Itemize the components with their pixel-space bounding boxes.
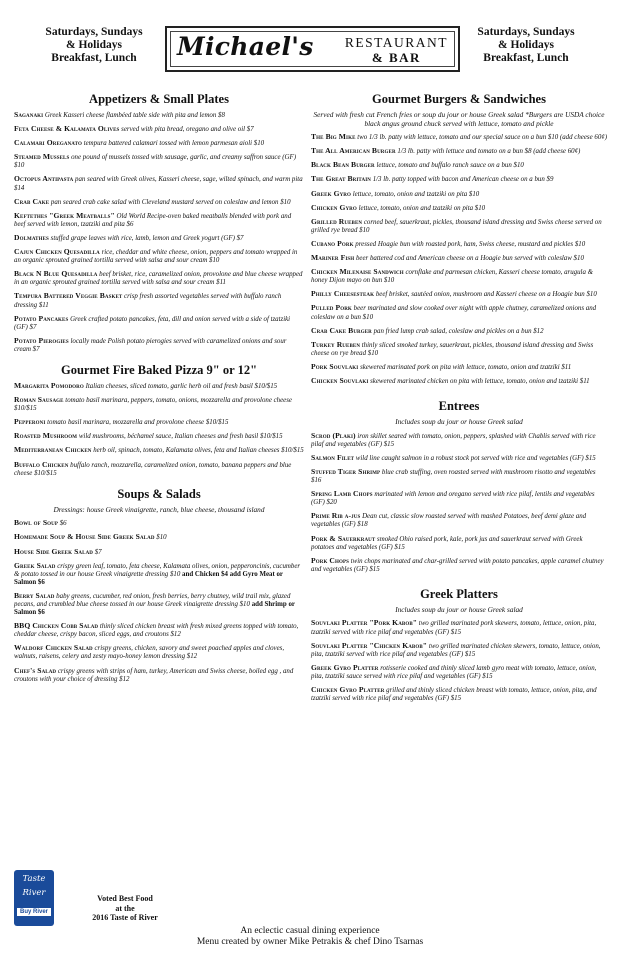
menu-item-description: two grilled marinated chicken skewers, tomato, lettuce, onion, pita, tzatziki served with rice pilaf and vegetables (GF) $15 xyxy=(311,642,601,658)
menu-item-description: lettuce, tomato, onion and tzatziki on pita $10 xyxy=(356,204,486,212)
menu-item-description: $7 xyxy=(93,548,102,556)
pizza-list xyxy=(14,382,304,478)
menu-item-name: Roman Sausage xyxy=(14,395,64,405)
menu-item-description: crispy greens with strips of ham, turkey, American and Swiss cheese, boiled egg , and croutons with your choice of dressing $12 xyxy=(14,667,294,683)
voted-line: at the xyxy=(115,903,135,913)
menu-item-name: Black N Blue Quesadilla xyxy=(14,269,98,279)
menu-item-name: Chef's Salad xyxy=(14,665,57,675)
menu-item-description: served with pita bread, oregano and olive oil $7 xyxy=(119,126,254,134)
right-column xyxy=(311,92,607,708)
menu-item-name: Greek Gyro xyxy=(311,188,351,198)
menu-item-description: one pound of mussels tossed with sausage, garlic, and creamy saffron sauce (GF) $10 xyxy=(14,154,297,170)
menu-item-description: smoked Ohio raised pork, kale, pork jus and sauerkraut served with Greek potatoes and vegetables (GF) $15 xyxy=(311,535,583,551)
menu-item xyxy=(311,341,607,358)
menu-item xyxy=(14,667,304,684)
menu-item-description: marinated with lemon and oregano served with rice pilaf, lentils and vegetables (GF) $20 xyxy=(311,491,595,507)
menu-item-description: Dean cut, classic slow roasted served with mashed Potatoes, beef demi glaze and vegetables (GF) $18 xyxy=(311,513,587,529)
menu-item-name: Pork Souvlaki xyxy=(311,361,359,371)
menu-item-name: Dolmathes xyxy=(14,232,49,242)
menu-item-description: tomato basil marinara, mozzarella and provolone cheese $10/$15 xyxy=(45,419,229,427)
menu-item-description: tempura battered calamari tossed with lemon parmesan aioli $10 xyxy=(81,140,265,148)
menu-item xyxy=(14,292,304,309)
menu-item-name: House Side Greek Salad xyxy=(14,546,93,556)
menu-item xyxy=(311,268,607,285)
menu-item-description: corned beef, sauerkraut, pickles, thousand island dressing and Swiss cheese served on grilled rye bread $10 xyxy=(311,218,602,234)
menu-item xyxy=(14,212,304,229)
hours-line: & Holidays xyxy=(66,39,122,51)
menu-item xyxy=(311,468,607,485)
menu-item-description: two grilled marinated pork skewers, tomato, lettuce, onion, pita, tzatziki served with rice pilaf and vegetables (GF) $15 xyxy=(311,620,597,636)
footer-credits: Menu created by owner Mike Petrakis & chef Dino Tsarnas xyxy=(196,937,424,947)
menu-item-name: Scrod (Plaki) xyxy=(311,430,356,440)
menu-item-name: Souvlaki Platter "Chicken Kabob" xyxy=(311,640,428,650)
menu-item-name: Grilled Rueben xyxy=(311,216,363,226)
hours-line: Saturdays, Sundays xyxy=(477,26,575,38)
logo-tagline xyxy=(345,35,448,65)
appetizers-list xyxy=(14,111,304,354)
menu-item-name: Margarita Pomodoro xyxy=(14,380,84,390)
menu-item-name: Crab Cake xyxy=(14,196,50,206)
menu-item-description: buffalo ranch, mozzarella, caramelized onion, tomato, banana peppers and blue cheese $10/$15 xyxy=(14,461,292,477)
voted-best-food xyxy=(70,894,180,923)
menu-item-name: Chicken Souvlaki xyxy=(311,375,369,385)
section-title-entrees: Entrees xyxy=(438,399,480,414)
menu-item xyxy=(311,664,607,681)
menu-item-description: rice, cheddar and white cheese, onion, peppers and tomato wrapped in an organic sprouted grained tortilla served with salsa and sour cream $10 xyxy=(14,249,298,265)
menu-item-description: skewered marinated chicken on pita with lettuce, tomato, onion and tzatziki $11 xyxy=(368,377,590,385)
platters-subtitle: Includes soup du jour or house Greek salad xyxy=(395,604,523,614)
menu-item-name: Crab Cake Burger xyxy=(311,325,372,335)
menu-item xyxy=(14,418,304,427)
menu-item xyxy=(311,147,607,156)
menu-item-name: Homemade Soup & House Side Greek Salad xyxy=(14,532,155,542)
menu-item xyxy=(311,240,607,249)
section-title-soups: Soups & Salads xyxy=(117,486,201,501)
menu-item xyxy=(14,432,304,441)
menu-item-description: pan seared with Greek olives, Kasseri cheese, sage, wilted spinach, and warm pita $14 xyxy=(14,176,303,192)
menu-item xyxy=(311,490,607,507)
menu-item xyxy=(14,248,304,265)
menu-item-description: two 1/3 lb. patty with lettuce, tomato and our special sauce on a bun $10 (add cheese 60¢) xyxy=(355,134,608,142)
menu-item-description: Old World Recipe-oven baked meatballs blended with pork and beef served with lemon, tzatziki and pita $6 xyxy=(14,212,292,228)
menu-item-addon: add Shrimp or Salmon $6 xyxy=(14,600,295,617)
menu-item xyxy=(311,454,607,463)
entrees-subtitle: Includes soup du jour or house Greek salad xyxy=(395,417,523,427)
menu-item xyxy=(311,363,607,372)
menu-item-description: $10 xyxy=(154,534,167,542)
menu-item xyxy=(14,175,304,192)
menu-item-name: Chicken Gyro xyxy=(311,202,357,212)
menu-item-name: Pulled Pork xyxy=(311,303,352,313)
menu-item xyxy=(311,304,607,321)
hours-line: Breakfast, Lunch xyxy=(483,52,569,64)
menu-item xyxy=(14,461,304,478)
menu-item-description: $6 xyxy=(58,520,67,528)
header-right-hours xyxy=(456,26,596,65)
menu-item-description: pressed Hoagie bun with roasted pork, ham, Swiss cheese, mustard and pickles $10 xyxy=(353,240,586,248)
menu-item-name: Souvlaki Platter "Pork Kabob" xyxy=(311,618,418,628)
menu-item xyxy=(311,290,607,299)
menu-item-name: Waldorf Chicken Salad xyxy=(14,643,93,653)
menu-item-name: Pork Chops xyxy=(311,555,350,565)
menu-item xyxy=(14,234,304,243)
menu-item-name: Buffalo Chicken xyxy=(14,459,69,469)
menu-item xyxy=(14,111,304,120)
menu-item xyxy=(311,218,607,235)
menu-item-description: baby greens, cucumber, red onion, fresh berries, berry chutney, wild trail mix, glazed pecans, and crumbled blue cheese tossed in our house Greek vinaigrette dressing $10 xyxy=(14,592,291,608)
menu-item-description: pan seared crab cake salad with Cleveland mustard served on coleslaw and lemon $10 xyxy=(49,198,291,206)
menu-item-name: Calamari Oreganato xyxy=(14,138,82,148)
section-title-burgers: Gourmet Burgers & Sandwiches xyxy=(372,92,546,106)
menu-item-description: beef brisket, sautéed onion, mushroom and Kasseri cheese on a Hoagie bun $10 xyxy=(374,291,597,299)
menu-item xyxy=(14,382,304,391)
entrees-list xyxy=(311,432,607,574)
badge-river: River xyxy=(22,888,46,898)
section-title-pizza: Gourmet Fire Baked Pizza 9" or 12" xyxy=(60,362,258,377)
menu-item-name: Black Bean Burger xyxy=(311,160,375,170)
menu-item-name: Roasted Mushroom xyxy=(14,431,78,441)
menu-item-description: crisp fresh assorted vegetables served with buffalo ranch dressing $11 xyxy=(14,293,282,309)
menu-item-addon: and Chicken $4 add Gyro Meat or Salmon $6 xyxy=(14,570,283,586)
menu-item-description: lettuce, tomato, onion and tzatziki on pita $10 xyxy=(351,190,480,198)
menu-item-name: Spring Lamb Chops xyxy=(311,489,373,499)
menu-item-name: Tempura Battered Veggie Basket xyxy=(14,291,123,301)
menu-item xyxy=(311,557,607,574)
menu-item-description: rotisserie cooked and thinly sliced lamb gyro meat with tomato, lettuce, onion, pita, tzatziki sauce served with rice pilaf and vegetables (GF) $15 xyxy=(311,664,597,680)
menu-item-name: Cubano Pork xyxy=(311,238,354,248)
menu-item-description: stuffed grape leaves with rice, lamb, lemon and Greek yogurt (GF) $7 xyxy=(48,234,244,242)
taste-of-river-badge xyxy=(14,870,54,926)
section-title-appetizers: Appetizers & Small Plates xyxy=(89,92,229,106)
section-title-platters: Greek Platters xyxy=(420,586,498,601)
menu-item xyxy=(311,161,607,170)
menu-item-description: 1/3 lb. patty topped with bacon and American cheese on a bun $9 xyxy=(370,176,554,184)
menu-item xyxy=(311,535,607,552)
menu-item-name: Philly Cheesesteak xyxy=(311,289,375,299)
hours-line: & Holidays xyxy=(498,39,554,51)
menu-item-description: beef brisket, rice, caramelized onion, provolone and blue cheese wrapped in an organic sprouted grained tortilla served with salsa and sour cream $11 xyxy=(14,271,303,287)
menu-item-name: Greek Salad xyxy=(14,560,56,570)
menu-item xyxy=(14,153,304,170)
menu-item-description: wild mushrooms, béchamel sauce, Italian cheeses and fresh basil $10/$15 xyxy=(77,433,283,441)
menu-item-description: thinly sliced smoked turkey, sauerkraut, pickles, thousand island dressing and Swiss cheese on rye bread $10 xyxy=(311,341,594,357)
menu-item-description: skewered marinated pork on pita with lettuce, tomato, onion and tzatziki $11 xyxy=(358,363,572,371)
menu-item xyxy=(14,548,304,557)
menu-item-description: tomato basil marinara, peppers, tomato, onions, mozzarella and provolone cheese $10/$15 xyxy=(14,397,292,413)
logo-bar: & BAR xyxy=(371,50,421,65)
menu-item-description: beer marinated and slow cooked over night with apple chutney, caramelized onions and coleslaw on a bun $10 xyxy=(311,305,597,321)
menu-item-name: The All American Burger xyxy=(311,146,396,156)
menu-item xyxy=(14,446,304,455)
hours-line: Breakfast, Lunch xyxy=(51,52,137,64)
menu-item-name: Salmon Filet xyxy=(311,452,355,462)
menu-item xyxy=(14,396,304,413)
menu-item xyxy=(311,686,607,703)
menu-item-name: Feta Cheese & Kalamata Olives xyxy=(14,124,120,134)
menu-item-description: herb oil, spinach, tomato, Kalamata olives, feta and Italian cheeses $10/$15 xyxy=(91,447,304,455)
menu-item-description: crispy green leaf, tomato, feta cheese, Kalamata olives, onion, pepperoncinis, cucumber & potato tossed in our house Greek vinaigrette dressing $10 xyxy=(14,562,301,578)
menu-item-name: Steamed Mussels xyxy=(14,152,70,162)
menu-item-name: Potato Pierogies xyxy=(14,335,69,345)
menu-item-description: Greek Kasseri cheese flambéed table side with pita and lemon $8 xyxy=(43,112,225,119)
restaurant-logo xyxy=(165,26,460,72)
menu-item-description: 1/3 lb. patty with lettuce and tomato on a bun $8 (add cheese 60¢) xyxy=(395,148,581,156)
menu-item xyxy=(311,512,607,529)
menu-item xyxy=(311,254,607,263)
menu-item xyxy=(14,270,304,287)
menu-item-name: Potato Pancakes xyxy=(14,313,69,323)
logo-restaurant: RESTAURANT xyxy=(344,35,448,50)
menu-item xyxy=(14,337,304,354)
menu-item xyxy=(14,622,304,639)
menu-item-name: Keftethes "Greek Meatballs" xyxy=(14,210,115,220)
menu-item-description: beer battered cod and American cheese on a Hoagie bun served with coleslaw $10 xyxy=(354,255,584,263)
menu-item xyxy=(311,190,607,199)
menu-item-description: pan fried lump crab salad, coleslaw and pickles on a bun $12 xyxy=(371,327,544,335)
soups-list xyxy=(14,519,304,683)
soups-subtitle: Dressings: house Greek vinaigrette, ranch, blue cheese, thousand island xyxy=(53,504,265,514)
menu-item-name: Prime Rib a-jus xyxy=(311,511,361,521)
menu-item-name: Stuffed Tiger Shrimp xyxy=(311,466,381,476)
menu-item-description: locally made Polish potato pierogies served with caramelized onions and sour cream $7 xyxy=(14,337,287,353)
menu-item-description: twin chops marinated and char-grilled served with potato pancakes, apple caramel chutney and vegetables (GF) $15 xyxy=(311,557,604,573)
menu-item-name: Chicken Gyro Platter xyxy=(311,685,385,695)
menu-item-description: grilled and thinly sliced chicken breast with tomato, lettuce, onion, pita, and tzatziki served with rice pilaf and vegetables (GF) $15 xyxy=(311,687,597,703)
menu-item-name: Chicken Milenaise Sandwich xyxy=(311,267,404,277)
menu-item-name: Turkey Rueben xyxy=(311,339,361,349)
menu-item xyxy=(311,619,607,636)
hours-line: Saturdays, Sundays xyxy=(45,26,143,38)
menu-item-description: lettuce, tomato and buffalo ranch sauce on a bun $10 xyxy=(374,162,524,170)
badge-taste: Taste xyxy=(22,874,46,884)
menu-item xyxy=(311,133,607,142)
menu-item-name: Pork & Sauerkraut xyxy=(311,533,376,543)
menu-item xyxy=(311,377,607,386)
burgers-list xyxy=(311,133,607,386)
burgers-subtitle: Served with fresh cut French fries or soup du jour or house Greek salad *Burgers are USDA choice black angus ground chuck served with lettuce, tomato and pickle xyxy=(313,110,605,128)
menu-item-name: The Big Mike xyxy=(311,132,356,142)
menu-item xyxy=(311,175,607,184)
menu-item xyxy=(14,519,304,528)
menu-item-name: Berry Salad xyxy=(14,590,55,600)
menu-item-name: Bowl of Soup xyxy=(14,518,59,528)
menu-item xyxy=(14,592,304,617)
menu-item xyxy=(14,139,304,148)
menu-item-description: blue crab stuffing, oven roasted served with mushroom risotto and vegetables $16 xyxy=(311,468,596,485)
menu-item-name: Mediterranean Chicken xyxy=(14,445,92,455)
menu-item xyxy=(14,644,304,661)
header-left-hours xyxy=(24,26,164,65)
menu-item-name: BBQ Chicken Cobb Salad xyxy=(14,621,99,631)
menu-item xyxy=(14,125,304,134)
menu-item xyxy=(311,642,607,659)
menu-item-name: Greek Gyro Platter xyxy=(311,662,379,672)
menu-item-description: wild line caught salmon in a robust stock pot served with rice and vegetables (GF) $15 xyxy=(354,454,596,462)
menu-item xyxy=(14,562,304,587)
badge-buy-river: Buy River xyxy=(17,908,51,916)
menu-item xyxy=(14,198,304,207)
menu-item-description: cornflake and parmesan chicken, Kasseri cheese tomato, arugula & honey Dijon mayo on bun $10 xyxy=(311,269,594,285)
voted-line: Voted Best Food xyxy=(97,894,153,903)
menu-item-description: iron skillet seared with tomato, onion, peppers, splashed with Chablis served with rice pilaf and vegetables (GF) $15 xyxy=(311,432,596,448)
menu-item-name: Mariner Fish xyxy=(311,253,355,263)
menu-item xyxy=(311,204,607,213)
menu-item xyxy=(14,533,304,542)
menu-item-name: The Great Britain xyxy=(311,174,371,184)
menu-item-description: thinly sliced chicken breast with fresh mixed greens topped with tomato, cheddar cheese, crispy bacon, sliced eggs, and croutons $12 xyxy=(14,623,299,639)
footer xyxy=(0,926,620,948)
menu-item xyxy=(311,432,607,449)
left-column xyxy=(14,92,304,689)
menu-item xyxy=(311,327,607,336)
footer-tagline: An eclectic casual dining experience xyxy=(240,926,380,936)
platters-list xyxy=(311,619,607,703)
menu-item-description: Italian cheeses, sliced tomato, garlic herb oil and fresh basil $10/$15 xyxy=(83,382,278,390)
menu-item-description: crispy greens, chicken, savory and sweet poached apples and cloves, walnuts, raisens, celery and zesty mayo-honey lemon dressing $12 xyxy=(14,645,285,661)
menu-item-description: Greek crafted potato pancakes, feta, dill and onion served with a side of tzatziki (GF) $7 xyxy=(14,315,291,331)
menu-item-name: Saganaki xyxy=(14,110,44,119)
voted-line: 2016 Taste of River xyxy=(92,913,158,922)
logo-name: Michael's xyxy=(177,32,314,61)
menu-item-name: Cajun Chicken Quesadilla xyxy=(14,247,100,257)
menu-item-name: Pepperoni xyxy=(14,417,46,427)
menu-item-name: Octopus Antipasta xyxy=(14,174,74,184)
menu-item xyxy=(14,315,304,332)
